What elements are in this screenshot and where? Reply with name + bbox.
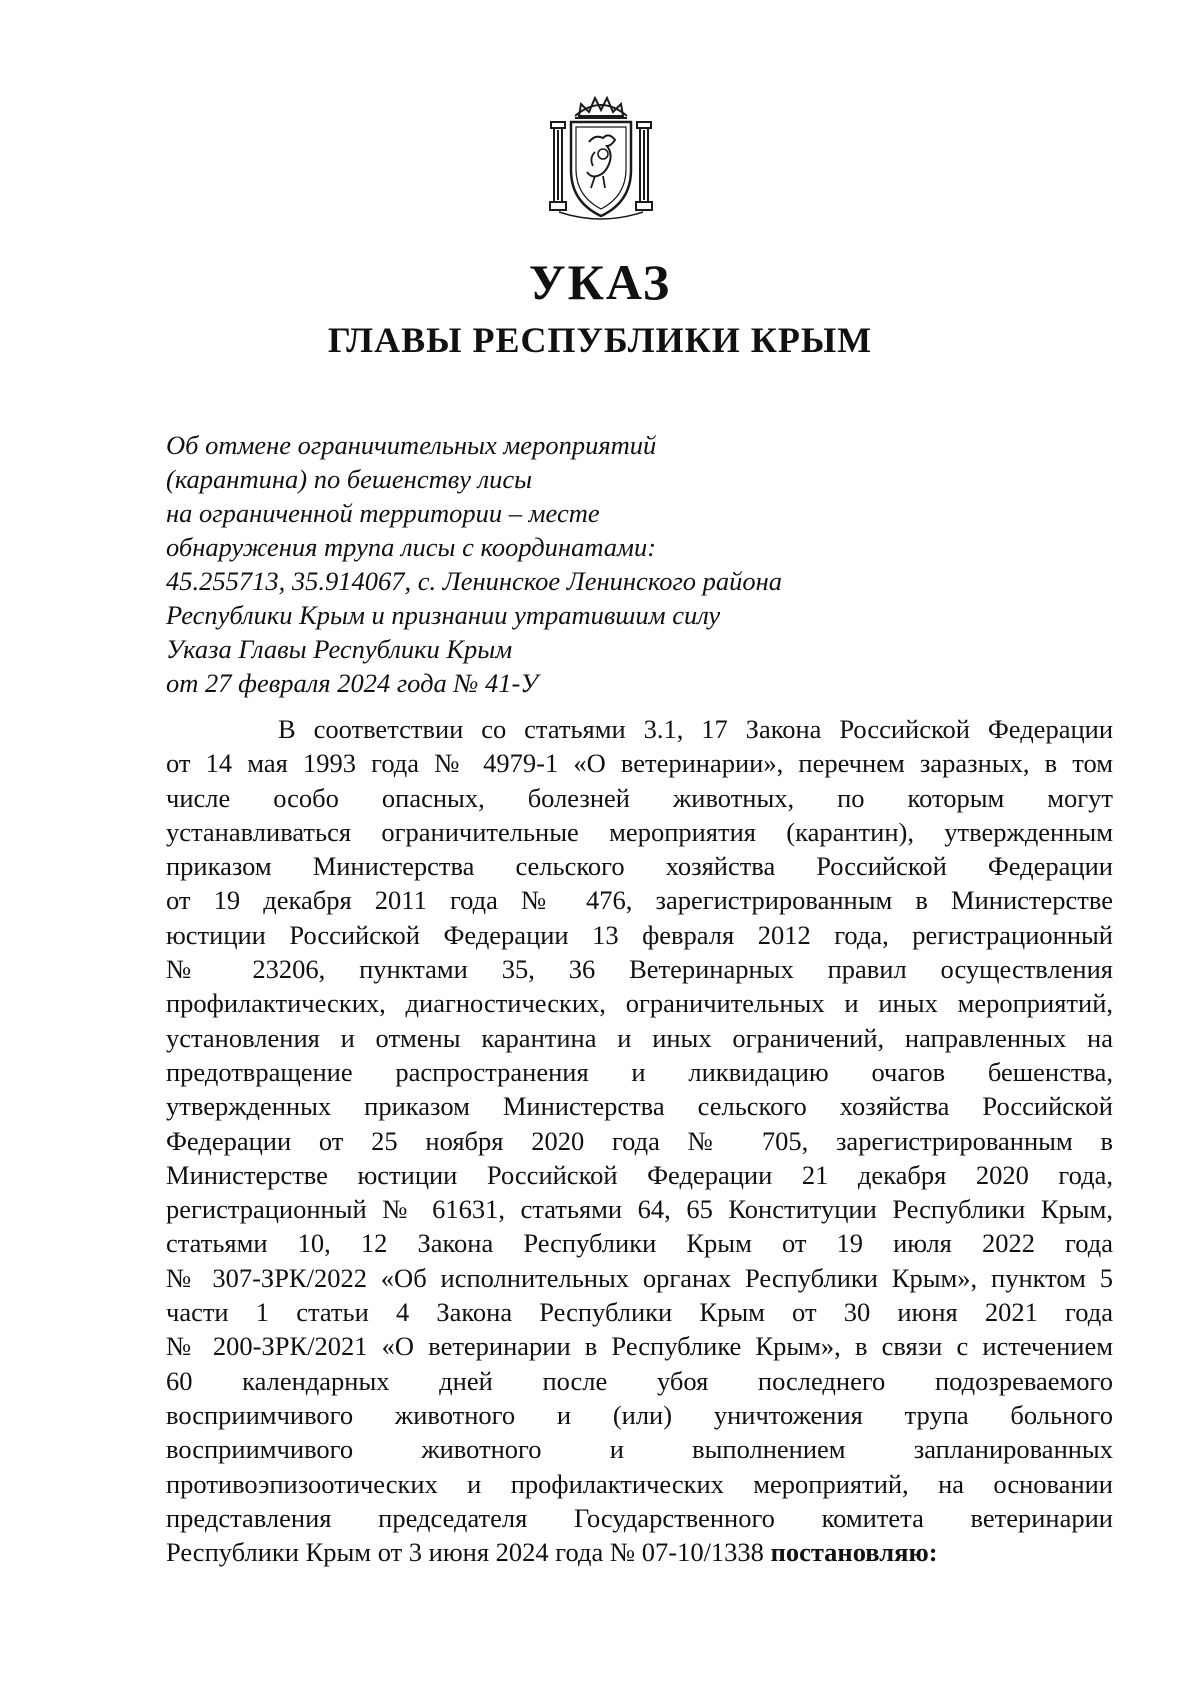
document-subtitle: ГЛАВЫ РЕСПУБЛИКИ КРЫМ xyxy=(327,320,873,360)
subject-line: (карантина) по бешенству лисы xyxy=(166,464,533,494)
body-line: Министерстве юстиции Российской Федерации 21 декабря 2020 года, xyxy=(166,1159,1113,1190)
body-line: Федерации от 25 ноября 2020 года № 705, зарегистрированным в xyxy=(166,1125,1113,1156)
document-title: УКАЗ xyxy=(528,254,672,310)
subject-line: Об отмене ограничительных мероприятий xyxy=(166,430,657,460)
body-line: восприимчивого животного и (или) уничтожения трупа больного xyxy=(166,1399,1113,1430)
body-line: № 23206, пунктами 35, 36 Ветеринарных правил осуществления xyxy=(166,954,1113,985)
body-line: части 1 статьи 4 Закона Республики Крым от 30 июня 2021 года xyxy=(166,1297,1113,1328)
body-line: противоэпизоотических и профилактических мероприятий, на основании xyxy=(166,1468,1113,1499)
body-line: № 200-ЗРК/2021 «О ветеринарии в Республике Крым», в связи с истечением xyxy=(166,1331,1113,1362)
subject-line: от 27 февраля 2024 года № 41-У xyxy=(166,668,539,698)
subject-line: 45.255713, 35.914067, с. Ленинское Ленинского района xyxy=(166,566,783,596)
subject-line: обнаружения трупа лисы с координатами: xyxy=(166,532,657,562)
subject-line: Республики Крым и признании утратившим силу xyxy=(166,600,721,630)
body-line-last xyxy=(166,1535,1113,1569)
subject-line: на ограниченной территории – месте xyxy=(166,498,600,528)
body-line: от 19 декабря 2011 года № 476, зарегистрированным в Министерстве xyxy=(166,885,1113,916)
body-line: статьями 10, 12 Закона Республики Крым от 19 июля 2022 года xyxy=(166,1228,1113,1259)
body-line: установления и отмены карантина и иных ограничений, направленных на xyxy=(166,1022,1113,1053)
body-line: устанавливаться ограничительные мероприятия (карантин), утвержденным xyxy=(166,816,1113,847)
decree-body xyxy=(166,712,1113,1569)
body-line: предотвращение распространения и ликвидацию очагов бешенства, xyxy=(166,1056,1113,1087)
body-line: числе особо опасных, болезней животных, по которым могут xyxy=(166,782,1113,813)
decree-resolution-word: постановляю: xyxy=(770,1537,938,1568)
subject-line: Указа Главы Республики Крым xyxy=(166,634,513,664)
body-line: от 14 мая 1993 года № 4979-1 «О ветеринарии», перечнем заразных, в том xyxy=(166,748,1113,779)
decree-subject xyxy=(166,428,986,700)
body-line: восприимчивого животного и выполнением запланированных xyxy=(166,1434,1113,1465)
body-line: В соответствии со статьями 3.1, 17 Закона Российской Федерации xyxy=(278,714,1113,744)
body-line: 60 календарных дней после убоя последнего подозреваемого xyxy=(166,1365,1113,1396)
body-line: утвержденных приказом Министерства сельского хозяйства Российской xyxy=(166,1091,1113,1122)
body-line: № 307-ЗРК/2022 «Об исполнительных органах Республики Крым», пунктом 5 xyxy=(166,1262,1113,1293)
body-line: регистрационный № 61631, статьями 64, 65 Конституции Республики Крым, xyxy=(166,1194,1113,1225)
body-line: профилактических, диагностических, ограничительных и иных мероприятий, xyxy=(166,988,1113,1019)
body-line: представления председателя Государственного комитета ветеринарии xyxy=(166,1502,1113,1533)
body-last-text: Республики Крым от 3 июня 2024 года № 07-10/1338 xyxy=(166,1537,764,1568)
crimea-coat-of-arms-icon xyxy=(545,92,657,222)
body-line: приказом Министерства сельского хозяйства Российской Федерации xyxy=(166,851,1113,882)
body-line: юстиции Российской Федерации 13 февраля 2012 года, регистрационный xyxy=(166,919,1113,950)
